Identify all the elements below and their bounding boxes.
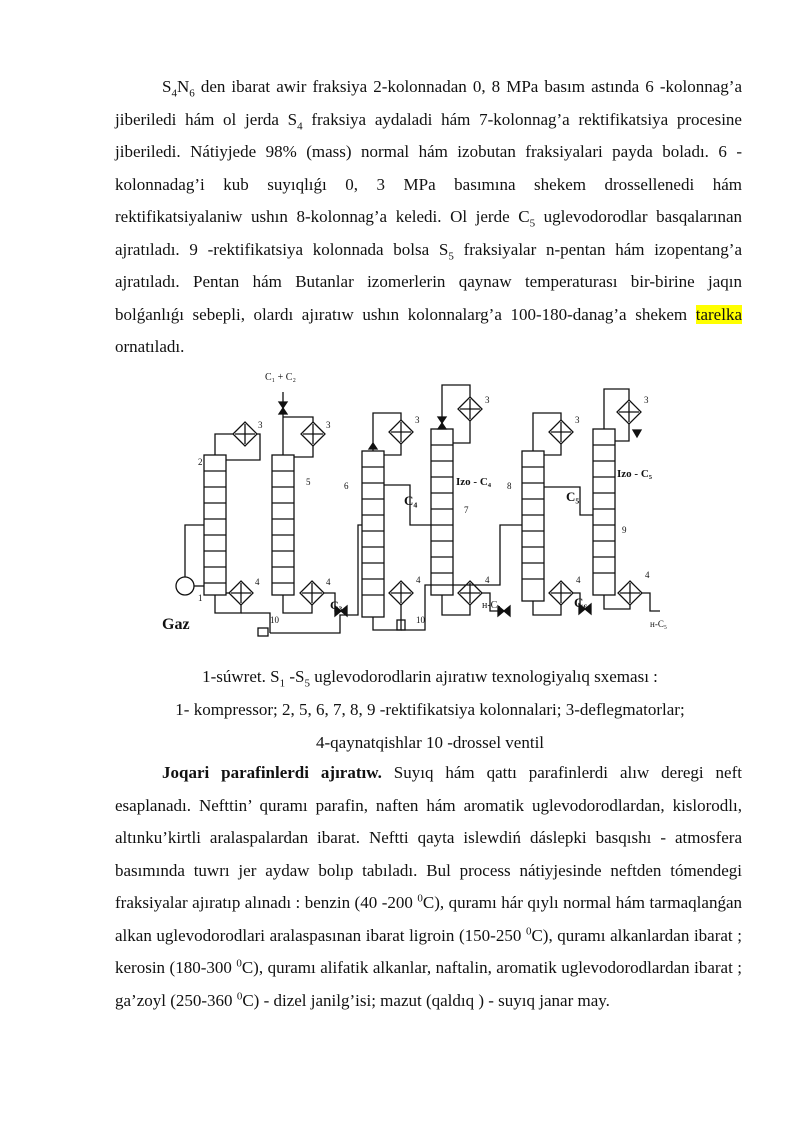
diagram-labels xyxy=(162,372,667,633)
subscript: 4 xyxy=(171,87,177,100)
label-n3: 3 xyxy=(644,395,649,405)
label-n3: 3 xyxy=(258,420,263,430)
superscript: 0 xyxy=(525,924,532,937)
column-6 xyxy=(362,451,384,617)
condensers xyxy=(233,397,641,446)
label-n8: 8 xyxy=(507,481,512,491)
subscript: 1 xyxy=(279,677,286,690)
text-run: uglevodorodlarin ajıratıw texnologiyalıq sxeması : xyxy=(309,667,658,686)
column-2 xyxy=(204,455,226,595)
subscript: 4 xyxy=(297,119,303,132)
label-n5: 5 xyxy=(306,477,311,487)
label-n10: 10 xyxy=(270,615,279,625)
text-run: 1-súwret. S xyxy=(202,667,280,686)
text-run: C), quramı alkanlardan ibarat ; kerosin (180-300 xyxy=(115,925,742,977)
label-n3: 3 xyxy=(326,420,331,430)
text-run: den ibarat awir fraksiya 2-kolonnadan 0, 8 MPa basım astında 6 -kolonnag’a jiberiledi hám ol jerda S xyxy=(115,77,742,129)
label-n10: 10 xyxy=(416,615,425,625)
paragraph-2 xyxy=(115,757,742,1017)
label-n4: 4 xyxy=(645,570,650,580)
text-run: C) - dizel janilg’isi; mazut (qaldıq ) - suyıq janar may. xyxy=(242,990,610,1010)
column-9 xyxy=(593,429,615,595)
label-n3: 3 xyxy=(485,395,490,405)
text-run: S xyxy=(162,77,172,96)
figure-caption-line-2: 1- kompressor; 2, 5, 6, 7, 8, 9 -rektifikatsiya kolonnalari; 3-deflegmatorlar; xyxy=(175,700,685,719)
text-run: Suyıq hám qattı parafinlerdi alıw deregi neft esaplanadı. Nefttin’ quramı parafin, naften hám aromatik uglevodorodlardan, kislorodlı, altınku’kirtli aralaspalardan ibarat. Neftti qayta islewdiń dáslepki basqıshı - atmosfera basımında tuwrı jer aydaw bolıp tabıladı. Bul process nátiyjesinde neftden tómendegi fraksiyalar ajıratıp alınadı : benzin (40 -200 xyxy=(115,763,742,912)
label-n3: 3 xyxy=(575,415,580,425)
label-c4: C₄ xyxy=(404,493,418,508)
text-run: ornatıladı. xyxy=(115,337,185,356)
label-n4: 4 xyxy=(416,575,421,585)
column-8 xyxy=(522,451,544,601)
label-c3: C₃ xyxy=(330,598,343,612)
label-izo-c5: Izo - C₅ xyxy=(617,468,653,480)
highlighted-word: tarelka xyxy=(695,304,742,324)
label-n4: 4 xyxy=(255,577,260,587)
process-flow-diagram xyxy=(160,365,680,640)
text-run: uglevodorodlar basqalarınan ajratıladı. 9 -rektifikatsiya kolonnada bolsa S xyxy=(115,207,742,259)
text-run: N xyxy=(176,77,190,96)
label-n7: 7 xyxy=(464,505,469,515)
paragraph-1 xyxy=(115,71,742,364)
label-n9: 9 xyxy=(622,525,627,535)
label-gas-top: C₁ + C₂ xyxy=(265,372,296,383)
label-gaz: Gaz xyxy=(162,616,190,633)
label-c6: C₆ xyxy=(574,595,588,610)
subscript: 5 xyxy=(304,677,310,690)
label-n-c5: н-C₅ xyxy=(650,619,667,629)
subscript: 5 xyxy=(529,217,536,230)
text-run: -S xyxy=(285,667,305,686)
label-n6: 6 xyxy=(344,481,349,491)
label-n4: 4 xyxy=(485,575,490,585)
label-n4: 4 xyxy=(576,575,581,585)
label-n-c4: н-C₄ xyxy=(482,600,501,611)
label-n4: 4 xyxy=(326,577,331,587)
label-n1: 1 xyxy=(198,593,203,603)
superscript: 0 xyxy=(236,957,242,970)
superscript: 0 xyxy=(417,892,423,905)
column-7 xyxy=(431,429,453,595)
superscript: 0 xyxy=(236,989,243,1002)
label-izo-c4: Izo - C₄ xyxy=(456,476,492,488)
subscript: 6 xyxy=(189,87,195,100)
figure-caption-line-1 xyxy=(100,660,760,693)
column-5 xyxy=(272,455,294,595)
text-run: C), quramı hár qıylı normal hám tarmaqlanǵan alkan uglevodorodlari aralaspasınan ibarat ligroin (150-250 xyxy=(115,893,742,945)
text-run: C), quramı alifatik alkanlar, naftalin, aromatik uglevodorodlardan ibarat ; ga’zoyl (250-360 xyxy=(115,958,742,1010)
label-c5: C₅ xyxy=(566,489,580,504)
section-heading: Joqari parafinlerdi ajıratıw. xyxy=(162,763,382,782)
subscript: 5 xyxy=(448,249,454,262)
label-n3: 3 xyxy=(415,415,420,425)
figure-caption-line-3: 4-qaynatqishlar 10 -drossel ventil xyxy=(315,733,545,752)
text-run: fraksiyalar n-pentan hám izopentang’a ajratıladı. Pentan hám Butanlar izomerlerin qaynaw temperaturası bir-birine jaqın bolǵanlıǵı sebepli, olardı ajıratıw ushın kolonnalarg’a 100-180-danag’a shekem xyxy=(115,239,742,324)
label-n2: 2 xyxy=(198,457,203,467)
text-run: fraksiya aydaladi hám 7-kolonnag’a rektifikatsiya procesine jiberiledi. Nátiyjede 98% (mass) normal hám izobutan fraksiyalari payda boladı. 6 -kolonnadag’i kub suyıqlıǵı 0, 3 MPa basımına shekem drossellenedi hám rektifikatsiyalaniw ushın 8-kolonnag’a keledi. Ol jerde C xyxy=(115,109,742,226)
